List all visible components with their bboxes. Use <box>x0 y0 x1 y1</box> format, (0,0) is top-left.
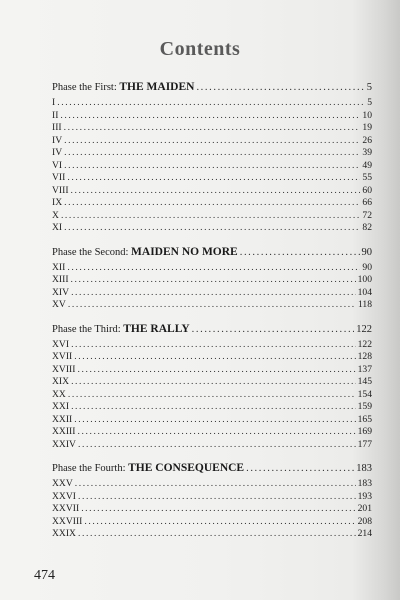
chapter-page-number: 118 <box>357 299 372 310</box>
dot-leader <box>67 262 360 275</box>
dot-leader <box>60 110 360 123</box>
chapter-label: X <box>52 209 59 221</box>
dot-leader <box>246 461 354 476</box>
chapter-page-number: 26 <box>362 134 372 146</box>
phase-title: THE RALLY <box>123 322 190 335</box>
chapter-label: IX <box>52 197 63 208</box>
chapter-entry <box>52 185 372 198</box>
chapter-page-number: 19 <box>362 122 372 133</box>
chapter-entry <box>52 210 372 223</box>
chapter-label: XXVIII <box>52 515 83 527</box>
dot-leader <box>75 478 356 491</box>
phase-heading <box>52 80 372 95</box>
chapter-label: XVIII <box>52 363 76 375</box>
chapter-entry <box>52 439 372 452</box>
dot-leader <box>64 147 360 160</box>
chapter-label: IV <box>52 147 63 158</box>
chapter-entry <box>52 147 372 160</box>
dot-leader <box>64 222 360 235</box>
chapter-page-number: 39 <box>362 147 372 158</box>
chapter-entry <box>52 491 372 504</box>
chapter-label: I <box>52 97 56 108</box>
dot-leader <box>78 528 356 541</box>
dot-leader <box>64 160 360 173</box>
phase-label: Phase the Fourth: <box>52 463 126 474</box>
dot-leader <box>64 135 360 148</box>
chapter-entry <box>52 274 372 287</box>
chapter-label: XXVI <box>52 490 76 502</box>
chapter-page-number: 165 <box>357 413 372 425</box>
chapter-page-number: 183 <box>357 478 372 489</box>
chapter-entry <box>52 172 372 185</box>
phase-heading <box>52 322 372 337</box>
toc-section <box>52 245 372 312</box>
chapter-label: XVII <box>52 351 73 362</box>
phase-title: MAIDEN NO MORE <box>131 245 238 258</box>
chapter-label: VI <box>52 159 63 171</box>
chapter-page-number: 169 <box>357 426 372 437</box>
chapter-page-number: 10 <box>362 109 372 121</box>
dot-leader <box>68 299 356 312</box>
chapter-label: VIII <box>52 184 69 196</box>
chapter-label: XIV <box>52 286 70 298</box>
chapter-page-number: 55 <box>362 172 372 183</box>
dot-leader <box>81 503 355 516</box>
chapter-page-number: 82 <box>362 222 372 233</box>
phase-heading-label <box>52 461 244 476</box>
dot-leader <box>71 376 356 389</box>
phase-heading <box>52 245 372 260</box>
chapter-label: XXVII <box>52 503 80 514</box>
chapter-label: VII <box>52 172 66 183</box>
phase-page-number: 5 <box>366 82 372 93</box>
dot-leader <box>68 389 356 402</box>
dot-leader <box>71 287 356 300</box>
chapter-label: XIII <box>52 274 69 285</box>
chapter-entry <box>52 376 372 389</box>
chapter-entry <box>52 287 372 300</box>
chapter-label: XI <box>52 222 63 233</box>
chapter-label: XII <box>52 261 66 273</box>
phase-label: Phase the Third: <box>52 323 121 335</box>
chapter-entry <box>52 122 372 135</box>
chapter-entry <box>52 262 372 275</box>
chapter-entry <box>52 197 372 210</box>
chapter-entry <box>52 516 372 529</box>
chapter-entry <box>52 135 372 148</box>
toc-section <box>52 322 372 452</box>
chapter-entry <box>52 110 372 123</box>
chapter-entry <box>52 414 372 427</box>
dot-leader <box>71 274 356 287</box>
chapter-label: XV <box>52 299 66 310</box>
chapter-page-number: 137 <box>357 363 372 375</box>
phase-title: THE MAIDEN <box>119 81 195 93</box>
chapter-page-number: 214 <box>357 528 372 539</box>
chapter-page-number: 100 <box>357 274 372 285</box>
chapter-page-number: 122 <box>357 338 372 350</box>
dot-leader <box>77 426 355 439</box>
chapter-page-number: 193 <box>357 490 372 502</box>
phase-page-number: 90 <box>361 246 372 258</box>
chapter-label: XXI <box>52 401 70 412</box>
chapter-entry <box>52 160 372 173</box>
dot-leader <box>74 414 355 427</box>
table-of-contents <box>52 80 372 551</box>
phase-heading <box>52 461 372 476</box>
chapter-entry <box>52 528 372 541</box>
chapter-page-number: 72 <box>362 209 372 221</box>
chapter-label: XXIV <box>52 438 76 450</box>
dot-leader <box>192 322 355 337</box>
dot-leader <box>71 401 356 414</box>
dot-leader <box>61 210 360 223</box>
phase-page-number: 122 <box>356 323 372 335</box>
phase-heading-label <box>52 245 238 260</box>
chapter-page-number: 154 <box>357 388 372 400</box>
chapter-entry <box>52 401 372 414</box>
dot-leader <box>71 339 356 352</box>
dot-leader <box>64 197 360 210</box>
dot-leader <box>64 122 361 135</box>
chapter-entry <box>52 503 372 516</box>
dot-leader <box>196 80 364 95</box>
chapter-entry <box>52 478 372 491</box>
phase-label: Phase the First: <box>52 82 117 93</box>
page-title: Contents <box>159 38 241 60</box>
chapter-label: II <box>52 109 59 121</box>
chapter-label: XXII <box>52 413 73 425</box>
chapter-page-number: 66 <box>362 197 372 208</box>
chapter-label: XX <box>52 388 66 400</box>
dot-leader <box>57 97 365 110</box>
dot-leader <box>71 185 361 198</box>
chapter-label: IV <box>52 134 63 146</box>
chapter-entry <box>52 299 372 312</box>
chapter-entry <box>52 339 372 352</box>
dot-leader <box>67 172 360 185</box>
chapter-page-number: 5 <box>367 97 372 108</box>
chapter-label: XXIII <box>52 426 76 437</box>
chapter-label: III <box>52 122 62 133</box>
chapter-label: XXV <box>52 478 73 489</box>
chapter-entry <box>52 222 372 235</box>
chapter-page-number: 208 <box>357 515 372 527</box>
dot-leader <box>78 439 356 452</box>
dot-leader <box>84 516 355 529</box>
dot-leader <box>240 245 360 260</box>
chapter-entry <box>52 389 372 402</box>
chapter-page-number: 104 <box>357 286 372 298</box>
phase-title: THE CONSEQUENCE <box>128 462 245 474</box>
chapter-label: XIX <box>52 376 70 387</box>
chapter-page-number: 90 <box>362 261 372 273</box>
dot-leader <box>77 364 355 377</box>
page-number: 474 <box>34 568 55 583</box>
chapter-label: XXIX <box>52 528 76 539</box>
toc-section <box>52 80 372 235</box>
chapter-label: XVI <box>52 338 70 350</box>
chapter-page-number: 201 <box>357 503 372 514</box>
chapter-page-number: 128 <box>357 351 372 362</box>
phase-heading-label <box>52 322 190 337</box>
phase-page-number: 183 <box>356 463 372 474</box>
chapter-page-number: 49 <box>362 159 372 171</box>
phase-label: Phase the Second: <box>52 246 129 258</box>
chapter-page-number: 177 <box>357 438 372 450</box>
chapter-entry <box>52 426 372 439</box>
chapter-entry <box>52 351 372 364</box>
chapter-page-number: 60 <box>362 184 372 196</box>
dot-leader <box>74 351 355 364</box>
chapter-page-number: 159 <box>357 401 372 412</box>
toc-section <box>52 461 372 541</box>
chapter-page-number: 145 <box>357 376 372 387</box>
dot-leader <box>78 491 356 504</box>
chapter-entry <box>52 97 372 110</box>
phase-heading-label <box>52 80 194 95</box>
chapter-entry <box>52 364 372 377</box>
